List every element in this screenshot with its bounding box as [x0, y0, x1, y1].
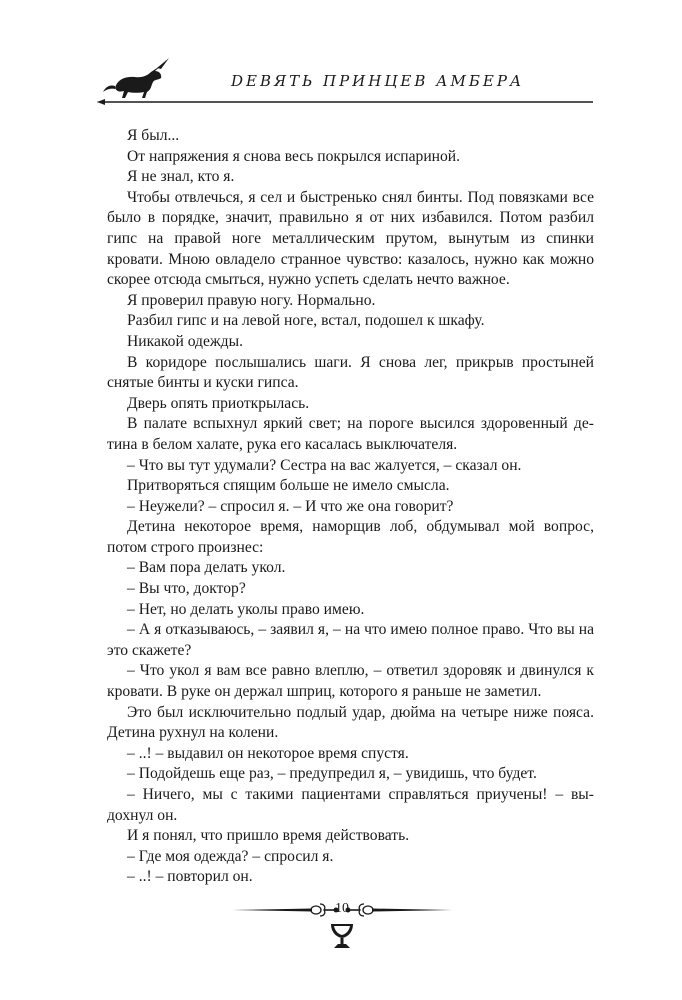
unicorn-icon — [103, 58, 169, 98]
body-text — [107, 126, 594, 888]
paragraph: В коридоре послышались шаги. Я снова лег, прикрыв простыней снятые бинты и куски гипса. — [107, 353, 594, 392]
paragraph: – ..! – повторил он. — [127, 868, 253, 886]
paragraph: В палате вспыхнул яркий свет; на пороге высился здоровенный детина в белом халате, рука его касалась выключателя. — [107, 415, 594, 453]
paragraph: Чтобы отвлечься, я сел и быстренько снял бинты. Под повязками все было в порядке, значит, правильно я от них избавился. Потом разбил гипс на правой ноге металлическим прутом, вынутым из спинки кровати. Мною овладело странное чувство: казалось, нужно как можно скорее отсюда смыться, нужно успеть сделать нечто важное. — [107, 188, 594, 289]
paragraph: Я проверил правую ногу. Нормально. — [127, 291, 376, 309]
paragraph: Притворяться спящим больше не имело смысла. — [127, 477, 450, 495]
paragraph: – Где моя одежда? – спросил я. — [127, 847, 334, 865]
page-footer — [230, 890, 454, 960]
page-header — [95, 52, 595, 112]
paragraph: Никакой одежды. — [127, 332, 243, 350]
paragraph: – Что вы тут удумали? Сестра на вас жалуется, – сказал он. — [127, 456, 522, 474]
paragraph: Дверь опять приоткрылась. — [127, 394, 310, 412]
paragraph: – Подойдешь еще раз, – предупредил я, – увидишь, что будет. — [127, 765, 537, 783]
paragraph: – ..! – выдавил он некоторое время спустя. — [127, 744, 409, 762]
paragraph: – Вы что, доктор? — [127, 580, 246, 598]
paragraph: Я был... — [127, 127, 180, 144]
paragraph: И я понял, что пришло время действовать. — [127, 827, 410, 845]
paragraph: – Ничего, мы с такими пациентами справляться приучены! – выдохнул он. — [107, 786, 594, 824]
paragraph: Я не знал, кто я. — [127, 168, 235, 186]
paragraph: – Неужели? – спросил я. – И что же она говорит? — [127, 497, 454, 515]
paragraph: Это был исключительно подлый удар, дюйма на четыре ниже пояса. Детина рухнул на колени. — [107, 703, 594, 742]
paragraph: – Что укол я вам все равно влеплю, – ответил здоровяк и двинулся к кровати. В руке он держал шприц, которого я раньше не заметил. — [107, 662, 594, 701]
paragraph: – Нет, но делать уколы право имею. — [127, 600, 365, 618]
chalice-icon — [331, 924, 353, 948]
paragraph: От напряжения я снова весь покрылся испариной. — [127, 147, 461, 165]
paragraph: Детина некоторое время, наморщив лоб, обдумывал мой вопрос, потом строго произнес: — [107, 518, 594, 556]
paragraph: – Вам пора делать укол. — [127, 559, 286, 577]
running-title: DEВЯТЬ ПРИНЦЕВ АМБЕРА — [231, 72, 525, 90]
paragraph: Разбил гипс и на левой ноге, встал, подошел к шкафу. — [127, 312, 485, 330]
page-number: 10 — [335, 901, 349, 916]
paragraph: – А я отказываюсь, – заявил я, – на что имею полное право. Что вы на это скажете? — [107, 621, 594, 659]
